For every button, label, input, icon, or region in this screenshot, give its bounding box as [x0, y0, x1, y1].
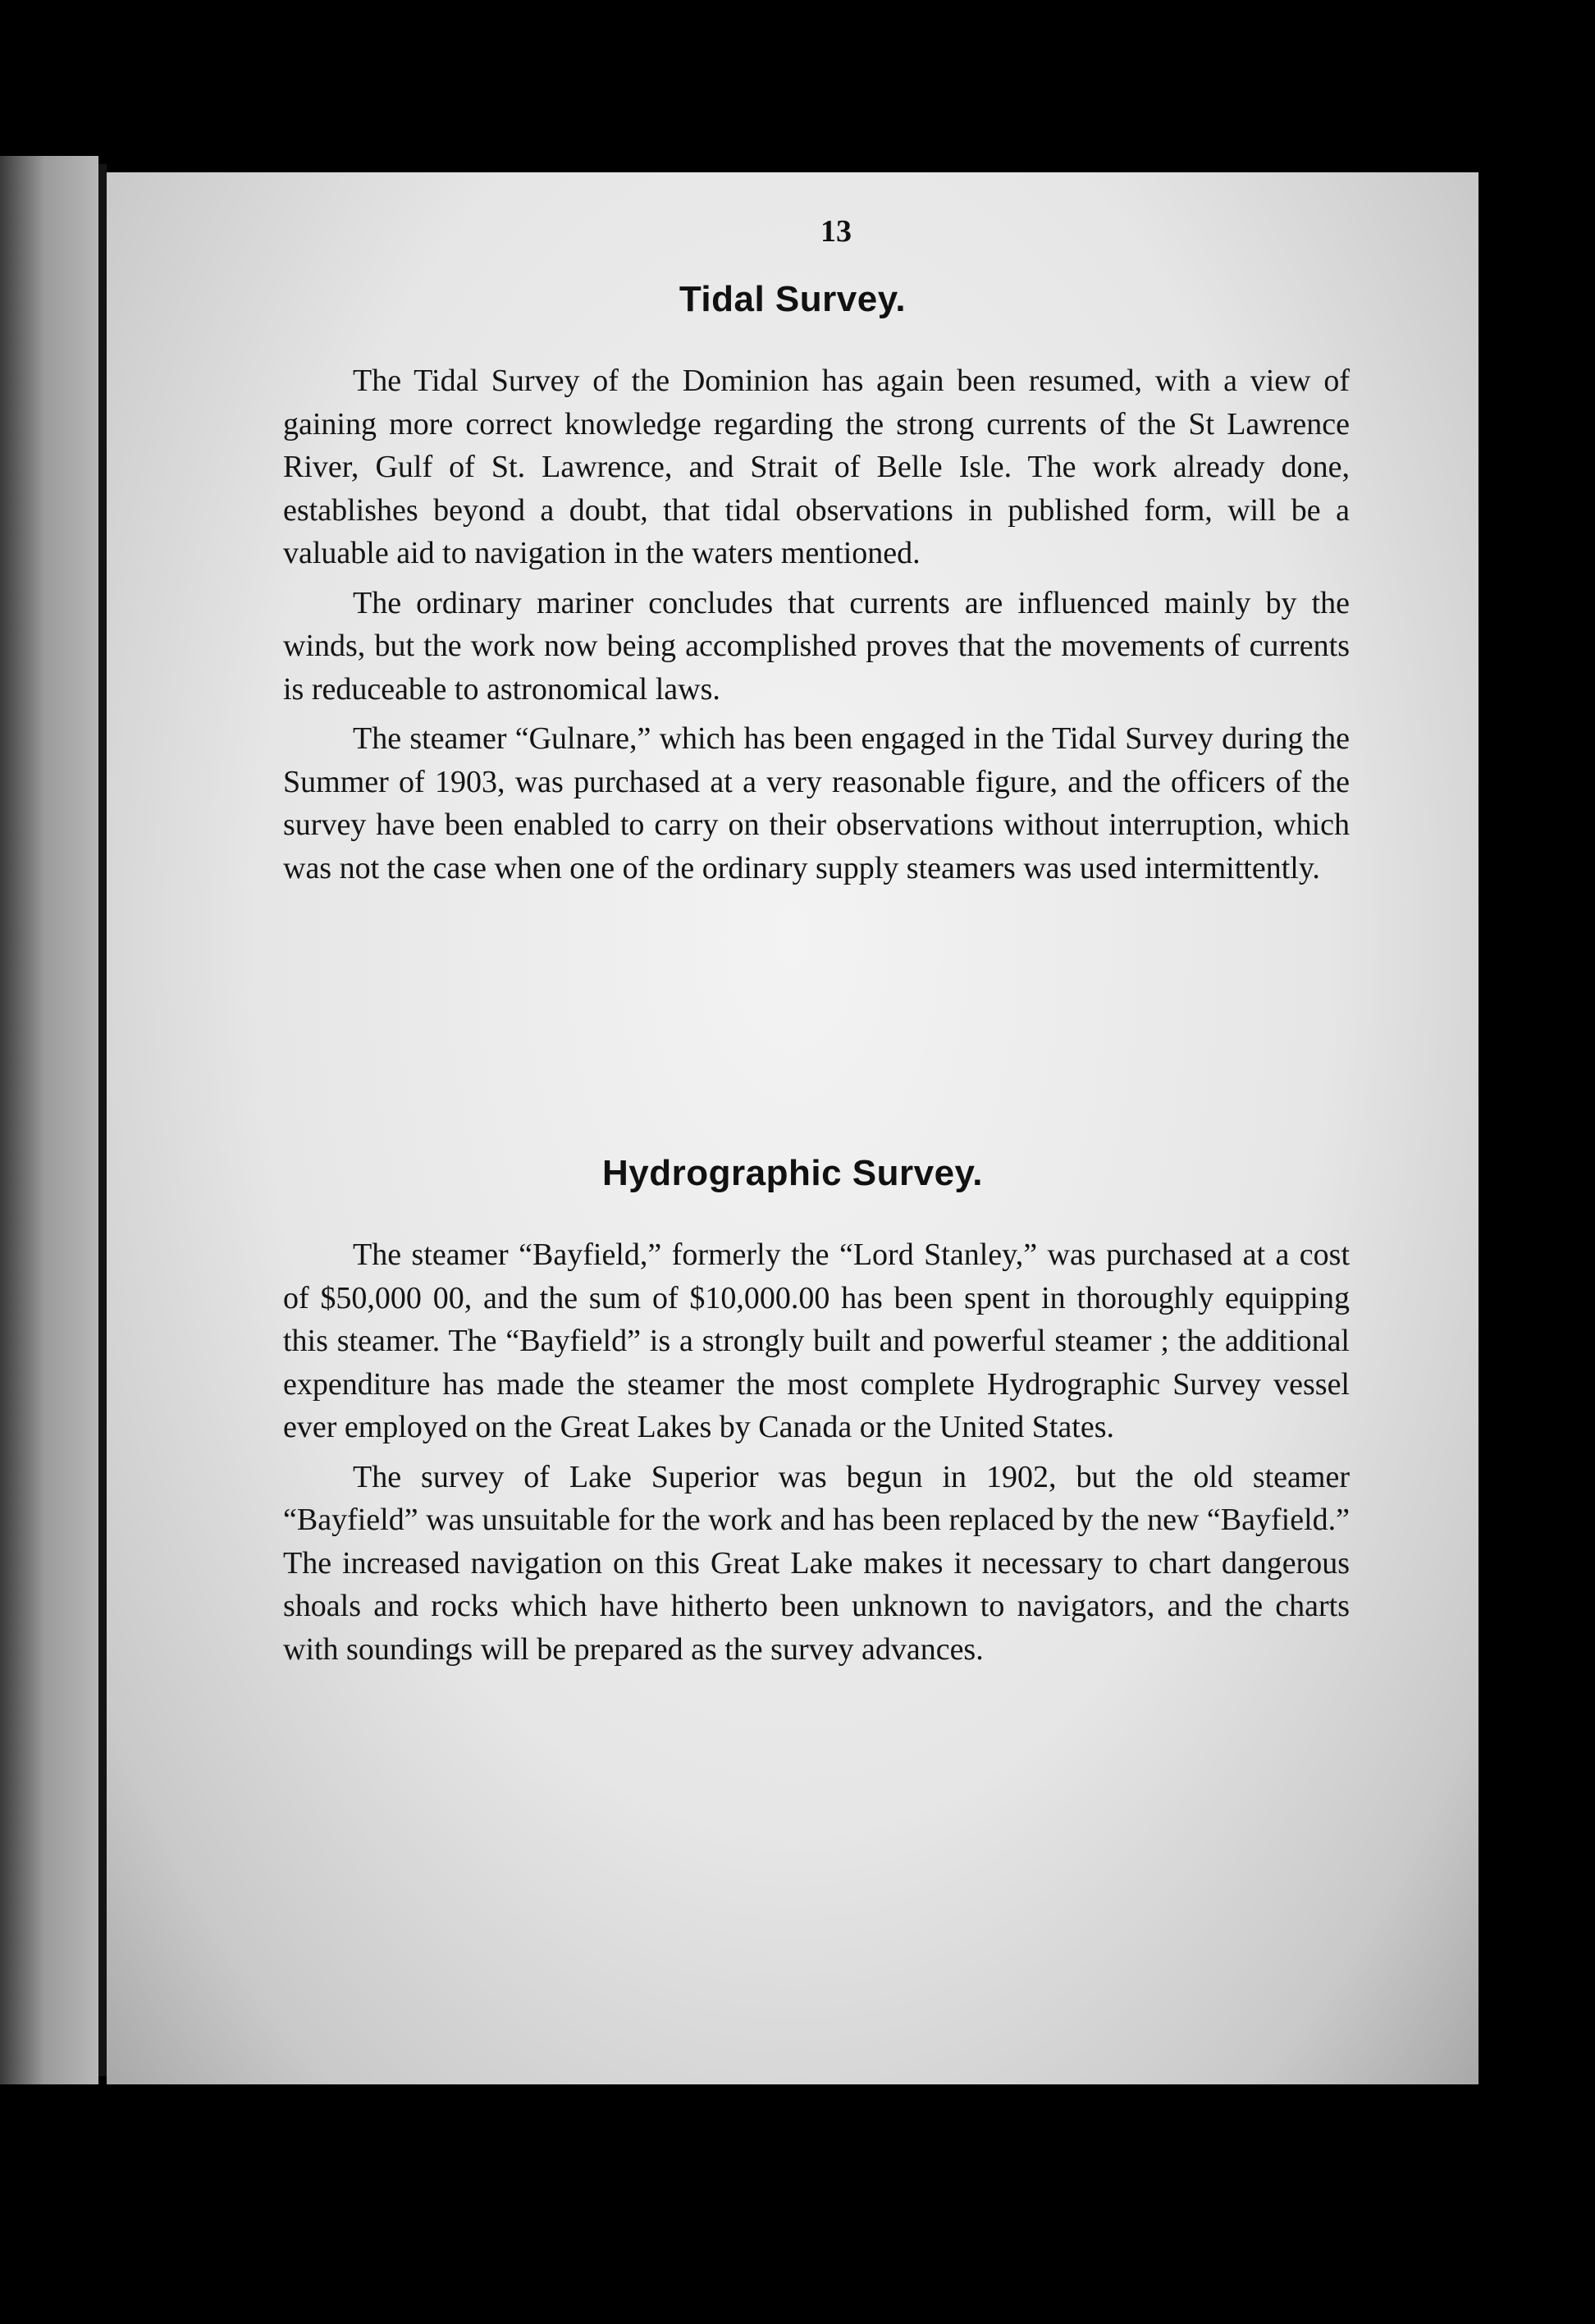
tidal-paragraph-1: The Tidal Survey of the Dominion has again been resumed, with a view of gaining more correct knowledge regarding the strong currents of the St Lawrence River, Gulf of St. Lawrence, and Strait of Belle Isle. The work already done, establishes beyond a doubt, that tidal observations in published form, will be a valuable aid to navigation in the waters mentioned. — [283, 364, 1350, 570]
document-page — [107, 172, 1478, 2084]
tidal-paragraph-3: The steamer “Gulnare,” which has been engaged in the Tidal Survey during the Summer of 1903, was purchased at a very reasonable figure, and the officers of the survey have been enabled to carry on their observations without interruption, which was not the case when one of the ordinary supply steamers was used intermittently. — [283, 721, 1350, 885]
tidal-survey-heading: Tidal Survey. — [679, 279, 907, 319]
binding-spine — [98, 164, 107, 2076]
hydro-paragraph-1: The steamer “Bayfield,” formerly the “Lord Stanley,” was purchased at a cost of $50,000 00, and the sum of $10,000.00 has been spent in thoroughly equipping this steamer. The “Bayfield” is a strongly built and powerful steamer ; the additional expenditure has made the steamer the most complete Hydrographic Survey vessel ever employed on the Great Lakes by Canada or the United States. — [283, 1237, 1350, 1444]
tidal-survey-body — [283, 359, 1350, 896]
tidal-paragraph-2: The ordinary mariner concludes that currents are influenced mainly by the winds, but the work now being accomplished proves that the movements of currents is reduceable to astronomical laws. — [283, 585, 1350, 707]
hydrographic-survey-heading: Hydrographic Survey. — [602, 1153, 983, 1193]
facing-page-edge — [0, 156, 98, 2084]
hydrographic-survey-body — [283, 1233, 1350, 1677]
page-number: 13 — [820, 214, 852, 249]
hydro-paragraph-2: The survey of Lake Superior was begun in 1902, but the old steamer “Bayfield” was unsuitable for the work and has been replaced by the new “Bayfield.” The increased navigation on this Great Lake makes it necessary to chart dangerous shoals and rocks which have hitherto been unknown to navigators, and the charts with soundings will be prepared as the survey advances. — [283, 1459, 1350, 1667]
